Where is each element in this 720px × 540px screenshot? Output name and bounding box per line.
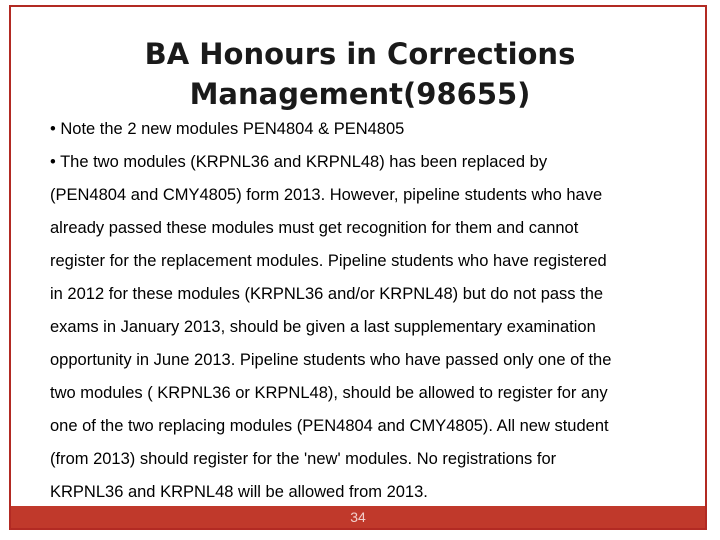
slide-title [0,34,720,114]
bullet-line: (PEN4804 and CMY4805) form 2013. However, pipeline students who have [50,186,603,204]
slide-body [50,113,690,509]
title-line-2: Management(98655) [189,77,531,111]
title-line-1: BA Honours in Corrections [144,37,576,71]
bullet-line: register for the replacement modules. Pipeline students who have registered [50,252,607,270]
bullet-line: KRPNL36 and KRPNL48 will be allowed from 2013. [50,483,428,501]
bullet-new-modules: • Note the 2 new modules PEN4804 & PEN4805 [50,120,405,138]
page-number: 34 [350,509,366,525]
bullet-line: already passed these modules must get recognition for them and cannot [50,219,579,237]
bullet-line: two modules ( KRPNL36 or KRPNL48), should be allowed to register for any [50,384,608,402]
footer-bar [11,506,705,528]
bullet-line: opportunity in June 2013. Pipeline students who have passed only one of the [50,351,612,369]
bullet-line: in 2012 for these modules (KRPNL36 and/or KRPNL48) but do not pass the [50,285,604,303]
bullet-line: (from 2013) should register for the 'new' modules. No registrations for [50,450,557,468]
bullet-line: • The two modules (KRPNL36 and KRPNL48) has been replaced by [50,153,548,171]
bullet-line: exams in January 2013, should be given a last supplementary examination [50,318,596,336]
bullet-line: one of the two replacing modules (PEN4804 and CMY4805). All new student [50,417,609,435]
